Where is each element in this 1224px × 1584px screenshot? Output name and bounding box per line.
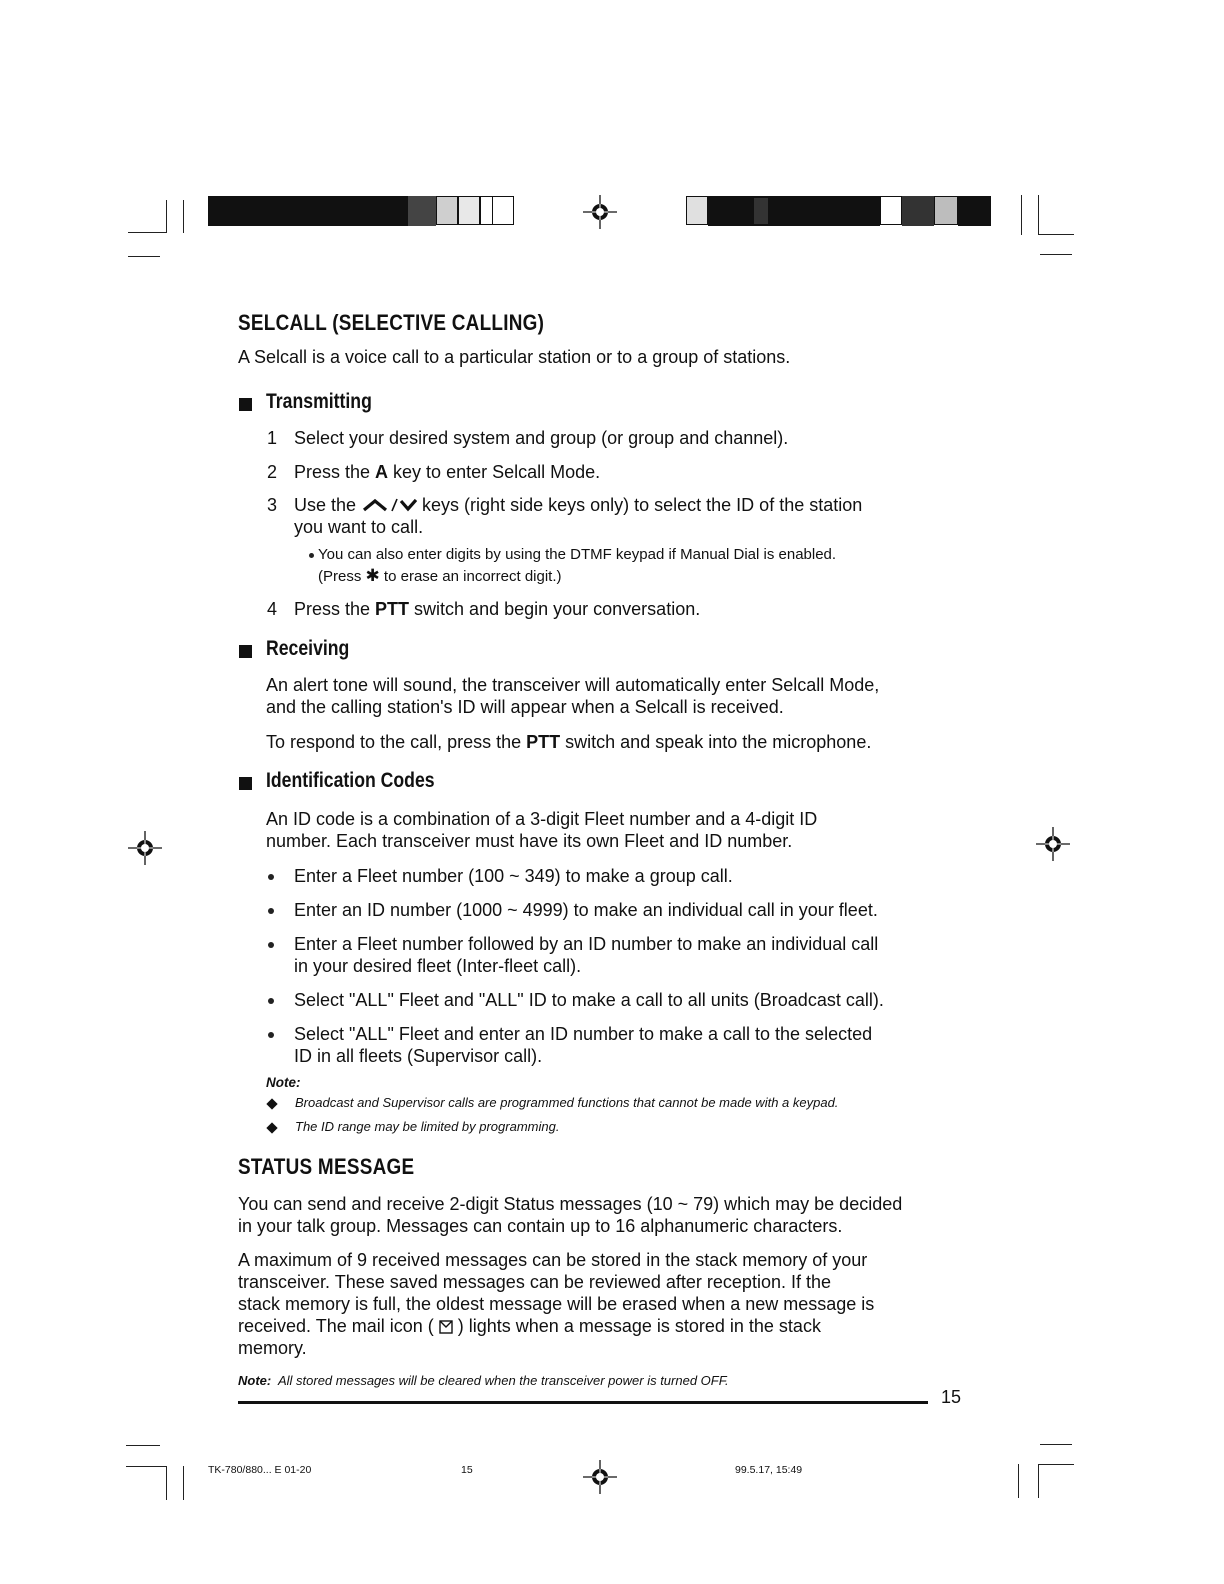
- bullet-icon: [268, 1032, 274, 1038]
- bullet-icon: [309, 553, 314, 558]
- list-item: Enter a Fleet number followed by an ID number to make an individual call: [294, 934, 879, 954]
- bullet-icon: [268, 908, 274, 914]
- list-item: Enter an ID number (1000 ~ 4999) to make an individual call in your fleet.: [294, 900, 878, 920]
- bullet-icon: [268, 998, 274, 1004]
- note-label: Note:: [266, 1075, 301, 1090]
- registration-mark-top-icon: [583, 195, 617, 229]
- section-title-status-message: STATUS MESSAGE: [238, 1154, 415, 1179]
- key-label: PTT: [375, 599, 410, 619]
- list-item-continued: ID in all fleets (Supervisor call).: [294, 1046, 543, 1066]
- step-text: Press the A key to enter Selcall Mode.: [294, 462, 601, 482]
- receiving-text: and the calling station's ID will appear when a Selcall is received.: [266, 697, 784, 717]
- list-item-continued: in your desired fleet (Inter-fleet call).: [294, 956, 582, 976]
- step-text: Press the PTT switch and begin your conversation.: [294, 599, 701, 619]
- registration-mark-bottom-icon: [583, 1460, 617, 1494]
- step-number: 2: [267, 462, 278, 482]
- list-item: Select "ALL" Fleet and enter an ID number to make a call to the selected: [294, 1024, 873, 1044]
- step-number: 3: [267, 495, 278, 515]
- note-item: The ID range may be limited by programming.: [295, 1119, 560, 1134]
- status-text: in your talk group. Messages can contain up to 16 alphanumeric characters.: [238, 1216, 843, 1236]
- heading-identification-codes: Identification Codes: [266, 769, 435, 792]
- footer-page: 15: [461, 1464, 473, 1476]
- key-label: A: [375, 462, 389, 482]
- registration-mark-left-icon: [128, 831, 162, 865]
- bullet-icon: [268, 942, 274, 948]
- selcall-intro: A Selcall is a voice call to a particular station or to a group of stations.: [238, 347, 791, 367]
- heading-receiving: Receiving: [266, 637, 350, 660]
- status-text: stack memory is full, the oldest message will be erased when a new message is: [238, 1294, 875, 1314]
- step-number: 4: [267, 599, 278, 619]
- status-text: received. The mail icon ( ) lights when a message is stored in the stack: [238, 1316, 821, 1336]
- list-item: Select "ALL" Fleet and "ALL" ID to make a call to all units (Broadcast call).: [294, 990, 884, 1010]
- note-label: Note:: [238, 1373, 272, 1388]
- page-number: 15: [941, 1387, 962, 1407]
- sub-bullet-text: (Press ✱ to erase an incorrect digit.): [318, 566, 562, 585]
- receiving-text: An alert tone will sound, the transceiver will automatically enter Selcall Mode,: [266, 675, 880, 695]
- registration-mark-right-icon: [1036, 827, 1070, 861]
- heading-bullet-icon: [239, 645, 252, 658]
- heading-transmitting: Transmitting: [266, 390, 372, 413]
- asterisk-key-icon: ✱: [365, 566, 380, 585]
- step-text: Select your desired system and group (or group and channel).: [294, 428, 789, 448]
- list-item: Enter a Fleet number (100 ~ 349) to make a group call.: [294, 866, 733, 886]
- key-label: PTT: [526, 732, 561, 752]
- step-text: Use the keys (right side keys only) to select the ID of the station: [294, 495, 863, 515]
- identification-text: An ID code is a combination of a 3-digit Fleet number and a 4-digit ID: [266, 809, 818, 829]
- bullet-icon: [268, 874, 274, 880]
- receiving-text: To respond to the call, press the PTT switch and speak into the microphone.: [266, 732, 872, 752]
- status-text: A maximum of 9 received messages can be stored in the stack memory of your: [238, 1250, 868, 1270]
- status-text: memory.: [238, 1338, 307, 1358]
- step-text-continued: you want to call.: [294, 517, 424, 537]
- footer-timestamp: 99.5.17, 15:49: [735, 1464, 803, 1476]
- status-note: [238, 1373, 729, 1388]
- section-title-selcall: SELCALL (SELECTIVE CALLING): [238, 310, 545, 335]
- diamond-bullet-icon: [266, 1098, 277, 1109]
- page-rule: [238, 1401, 928, 1404]
- step-number: 1: [267, 428, 278, 448]
- heading-bullet-icon: [239, 777, 252, 790]
- diamond-bullet-icon: [266, 1122, 277, 1133]
- note-text: All stored messages will be cleared when the transceiver power is turned OFF.: [277, 1373, 729, 1388]
- status-text: You can send and receive 2-digit Status messages (10 ~ 79) which may be decided: [238, 1194, 903, 1214]
- mail-icon: [439, 1319, 453, 1334]
- status-text: transceiver. These saved messages can be reviewed after reception. If the: [238, 1272, 831, 1292]
- heading-bullet-icon: [239, 398, 252, 411]
- up-down-keys-icon: [361, 497, 417, 513]
- identification-text: number. Each transceiver must have its own Fleet and ID number.: [266, 831, 793, 851]
- note-item: Broadcast and Supervisor calls are programmed functions that cannot be made with a keypad.: [295, 1095, 839, 1110]
- footer-file-label: TK-780/880... E 01-20: [208, 1464, 312, 1476]
- sub-bullet-text: You can also enter digits by using the DTMF keypad if Manual Dial is enabled.: [318, 546, 837, 563]
